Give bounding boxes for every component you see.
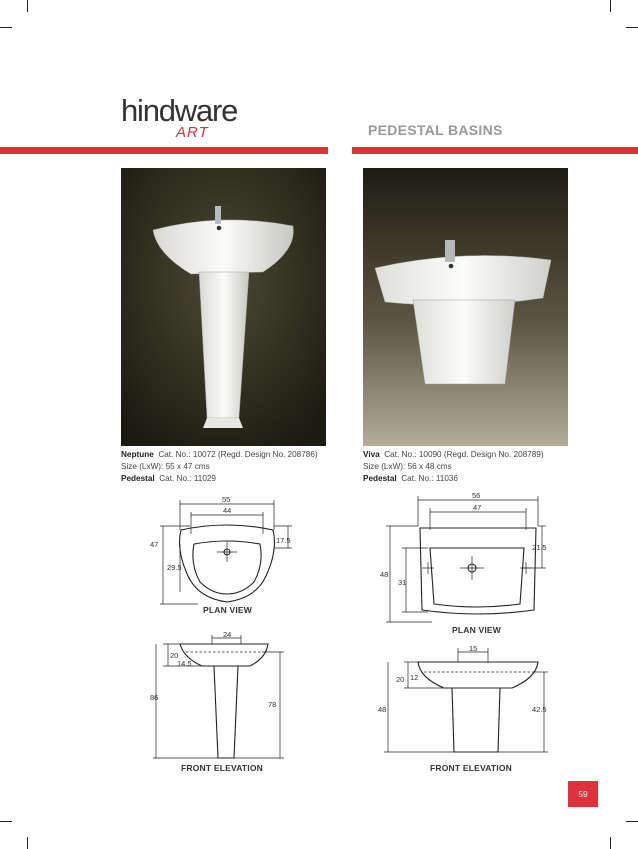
- caption-line-3: [363, 473, 544, 485]
- dim-12: 12: [410, 673, 419, 682]
- header-bar-left: [0, 147, 328, 154]
- crop-mark: [27, 837, 28, 849]
- neptune-front-label: FRONT ELEVATION: [181, 763, 264, 773]
- pedestal-label: Pedestal: [363, 474, 397, 483]
- caption-line-1: [121, 449, 318, 461]
- crop-mark: [0, 27, 12, 28]
- brand-logo: [121, 93, 238, 141]
- caption-neptune: [121, 449, 318, 485]
- crop-mark: [626, 27, 638, 28]
- dim-17-5: 17.5: [276, 536, 291, 545]
- dim-47-viva: 47: [473, 503, 482, 512]
- crop-mark: [0, 821, 12, 822]
- section-title: PEDESTAL BASINS: [368, 122, 503, 138]
- dim-31: 31: [398, 578, 407, 587]
- dim-42-5: 42.5: [532, 705, 547, 714]
- caption-line-1: [363, 449, 544, 461]
- page-number: 59: [568, 781, 598, 807]
- dim-14-5: 14.5: [177, 659, 192, 668]
- product-name: Neptune: [121, 450, 154, 459]
- dim-86: 86: [150, 693, 159, 702]
- caption-line-3: [121, 473, 318, 485]
- brand-name: hindware: [121, 93, 238, 128]
- dim-20: 20: [170, 651, 179, 660]
- product-name: Viva: [363, 450, 380, 459]
- dim-44: 44: [223, 506, 232, 515]
- crop-mark: [610, 837, 611, 849]
- dim-47: 47: [150, 540, 159, 549]
- product-photo-neptune: [121, 168, 326, 446]
- dim-29-5: 29.5: [167, 563, 182, 572]
- neptune-plan-label: PLAN VIEW: [203, 605, 253, 615]
- crop-mark: [610, 0, 611, 12]
- viva-plan-label: PLAN VIEW: [452, 625, 502, 635]
- dim-55: 55: [222, 495, 231, 504]
- product-photo-viva: [363, 168, 568, 446]
- crop-mark: [626, 821, 638, 822]
- viva-front-drawing: [372, 642, 562, 757]
- dim-48: 48: [380, 570, 389, 579]
- dim-56: 56: [472, 491, 481, 500]
- dim-78: 78: [268, 700, 277, 709]
- header-bar-right: [352, 147, 638, 154]
- pedestal-label: Pedestal: [121, 474, 155, 483]
- crop-mark: [27, 0, 28, 12]
- product-cat: Cat. No.: 10090 (Regd. Design No. 208789): [384, 450, 544, 459]
- neptune-front-drawing: [150, 630, 300, 760]
- viva-plan-drawing: [372, 490, 562, 625]
- pedestal-cat: Cat. No.: 11036: [401, 474, 458, 483]
- dim-24: 24: [223, 630, 232, 639]
- dim-48-viva: 48: [378, 705, 387, 714]
- dim-20-viva: 20: [396, 675, 405, 684]
- pedestal-cat: Cat. No.: 11029: [159, 474, 216, 483]
- dim-15: 15: [469, 644, 478, 653]
- dim-21-5: 21.5: [532, 543, 547, 552]
- brand-sub: ART: [176, 124, 209, 141]
- viva-front-label: FRONT ELEVATION: [430, 763, 513, 773]
- product-size: Size (LxW): 56 x 48 cms: [363, 462, 452, 471]
- neptune-plan-drawing: [150, 490, 300, 615]
- product-cat: Cat. No.: 10072 (Regd. Design No. 208786): [158, 450, 318, 459]
- caption-viva: [363, 449, 544, 485]
- product-size: Size (LxW): 55 x 47 cms: [121, 462, 210, 471]
